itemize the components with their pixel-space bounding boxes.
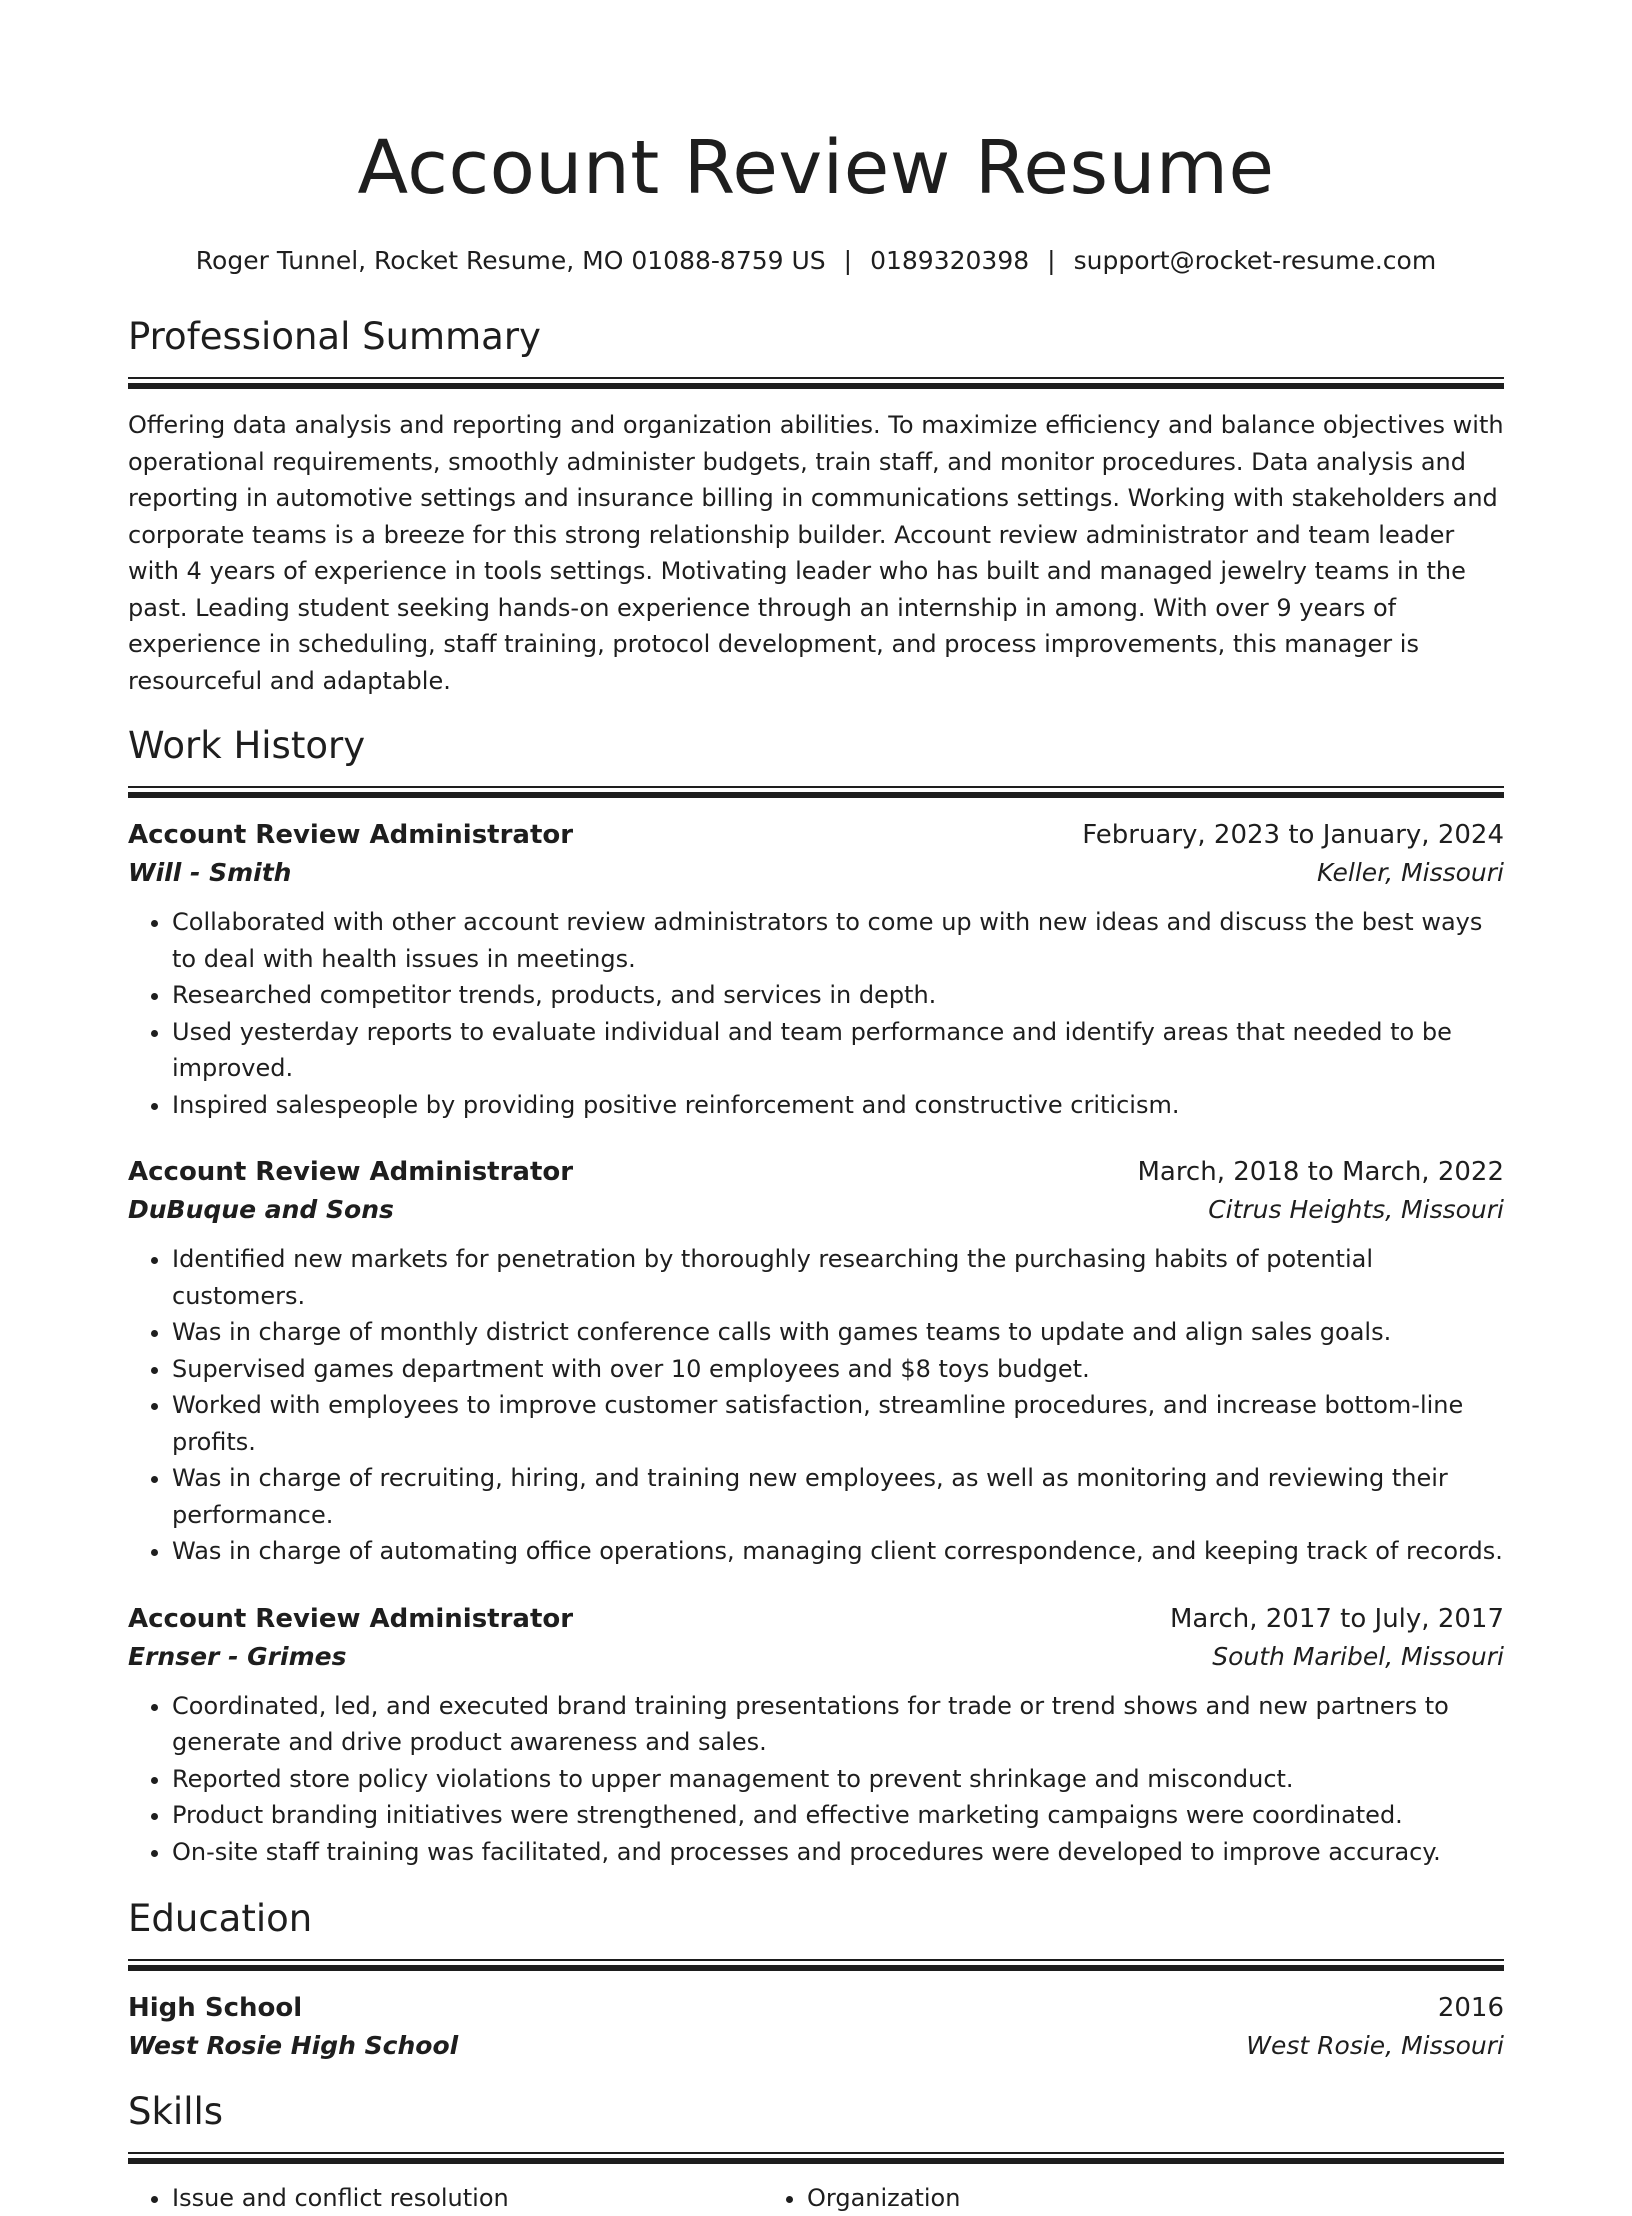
contact-separator: | [1047, 246, 1056, 275]
list-item: • Collaborated with other account review administrators to come up with new ideas and discuss the best ways to deal with health issues in meetings. [172, 904, 1504, 977]
list-item: • Supervised games department with over 10 employees and $8 toys budget. [172, 1351, 1504, 1388]
list-item: • Researched competitor trends, products, and services in depth. [172, 977, 1504, 1014]
education-entry [128, 1989, 1504, 2065]
skills-section [128, 2087, 1504, 2216]
job-role: Account Review Administrator [128, 1157, 574, 1187]
list-item: • Was in charge of recruiting, hiring, and training new employees, as well as monitoring and reviewing their performance. [172, 1460, 1504, 1533]
job-dates: March, 2018 to March, 2022 [1137, 1157, 1504, 1187]
list-item: • Was in charge of monthly district conference calls with games teams to update and align sales goals. [172, 1314, 1504, 1351]
section-title-summary: Professional Summary [128, 315, 541, 358]
job-dates: March, 2017 to July, 2017 [1169, 1603, 1504, 1634]
job-subheader [128, 1638, 1504, 1676]
job-location: South Maribel, Missouri [1212, 1641, 1504, 1671]
resume-title: Account Review Resume [357, 125, 1275, 211]
list-item: • Organization [807, 2180, 1398, 2216]
job-entry [128, 816, 1504, 1123]
list-item: • Identified new markets for penetration by thoroughly researching the purchasing habits of potential customers. [172, 1241, 1504, 1314]
contact-email: support@rocket-resume.com [1073, 246, 1437, 275]
list-item: • Worked with employees to improve customer satisfaction, streamline procedures, and increase bottom-line profits. [172, 1387, 1504, 1460]
summary-section [128, 312, 1504, 699]
education-degree: High School [128, 1993, 303, 2023]
skills-columns [128, 2180, 1504, 2216]
contact-phone: 0189320398 [870, 246, 1030, 275]
job-entry [128, 1600, 1504, 1871]
education-location: West Rosie, Missouri [1246, 2031, 1504, 2060]
job-entry [128, 1153, 1504, 1570]
job-bullets [128, 1688, 1504, 1871]
list-item: • On-site staff training was facilitated, and processes and procedures were developed to improve accuracy. [172, 1834, 1504, 1871]
skills-column-left [128, 2180, 763, 2216]
job-header [128, 1600, 1504, 1638]
section-divider [128, 2152, 1504, 2164]
education-school: West Rosie High School [128, 2031, 459, 2060]
contact-separator: | [843, 246, 853, 275]
education-header [128, 1989, 1504, 2027]
job-header [128, 816, 1504, 854]
list-item: • Coordinated, led, and executed brand training presentations for trade or trend shows and new partners to generate and drive product awareness and sales. [172, 1688, 1504, 1761]
job-company: Will - Smith [128, 858, 292, 887]
job-bullets [128, 1241, 1504, 1570]
job-dates: February, 2023 to January, 2024 [1082, 820, 1504, 850]
job-company: Ernser - Grimes [128, 1641, 347, 1671]
job-role: Account Review Administrator [128, 820, 574, 850]
job-location: Keller, Missouri [1317, 858, 1504, 887]
list-item: • Used yesterday reports to evaluate individual and team performance and identify areas that needed to be improved. [172, 1014, 1504, 1087]
education-section [128, 1894, 1504, 2065]
section-title-skills: Skills [128, 2090, 224, 2133]
contact-line [128, 244, 1504, 278]
education-year: 2016 [1437, 1993, 1504, 2023]
list-item: • Product branding initiatives were strengthened, and effective marketing campaigns were coordinated. [172, 1797, 1504, 1834]
section-title-education: Education [128, 1897, 313, 1940]
section-divider [128, 1959, 1504, 1971]
job-bullets [128, 904, 1504, 1123]
section-divider [128, 786, 1504, 798]
work-section [128, 721, 1504, 1870]
list-item: • Inspired salespeople by providing positive reinforcement and constructive criticism. [172, 1087, 1504, 1124]
list-item: • Issue and conflict resolution [172, 2180, 763, 2216]
list-item: • Was in charge of automating office operations, managing client correspondence, and keeping track of records. [172, 1533, 1504, 1570]
job-subheader [128, 1191, 1504, 1229]
job-subheader [128, 854, 1504, 892]
section-divider [128, 377, 1504, 389]
section-title-work: Work History [128, 724, 366, 767]
education-subheader [128, 2027, 1504, 2065]
contact-address: Roger Tunnel, Rocket Resume, MO 01088-8759 US [195, 246, 826, 275]
job-location: Citrus Heights, Missouri [1208, 1195, 1504, 1224]
job-company: DuBuque and Sons [128, 1195, 394, 1224]
summary-text: Offering data analysis and reporting and organization abilities. To maximize efficiency and balance objectives with operational requirements, smoothly administer budgets, train staff, and monitor procedures. Data analysis and reporting in automotive settings and insurance billing in communications settings. Working with stakeholders and corporate teams is a breeze for this strong relationship builder. Account review administrator and team leader with 4 years of experience in tools settings. Motivating leader who has built and managed jewelry teams in the past. Leading student seeking hands-on experience through an internship in among. With over 9 years of experience in scheduling, staff training, protocol development, and process improvements, this manager is resourceful and adaptable. [128, 411, 1504, 695]
job-header [128, 1153, 1504, 1191]
list-item: • Reported store policy violations to upper management to prevent shrinkage and misconduct. [172, 1761, 1504, 1798]
skills-column-right [763, 2180, 1398, 2216]
job-role: Account Review Administrator [128, 1603, 574, 1634]
